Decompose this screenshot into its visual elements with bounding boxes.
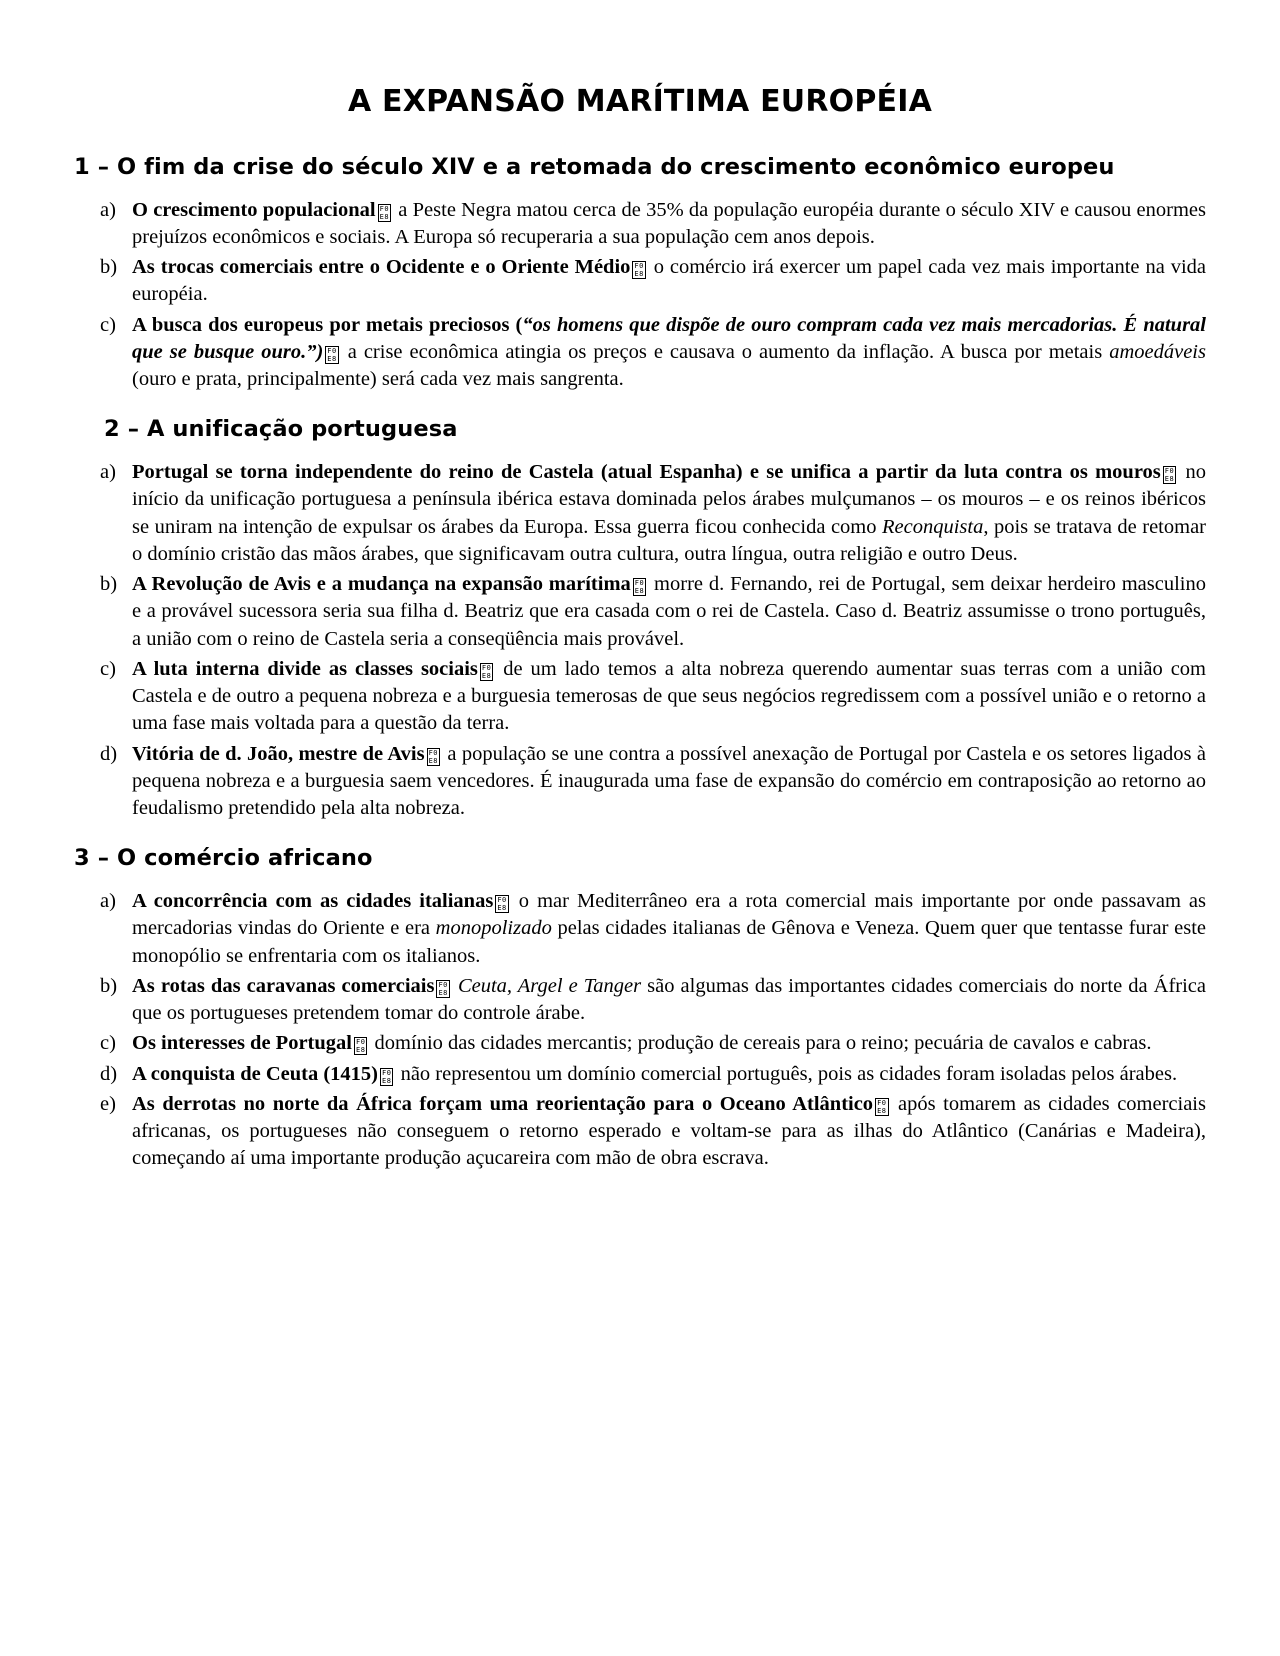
list-item bbox=[74, 1061, 1206, 1088]
wingding-glyph-icon bbox=[1163, 466, 1176, 484]
item-body-tail: (ouro e prata, principalmente) será cada vez mais sangrenta. bbox=[132, 368, 624, 391]
item-body-italic: amoedáveis bbox=[1109, 340, 1206, 363]
wingding-glyph-icon bbox=[380, 1068, 393, 1086]
list-item bbox=[74, 571, 1206, 653]
wingding-glyph-icon bbox=[354, 1037, 367, 1055]
item-body: após tomarem as cidades comerciais africanas, os portugueses não conseguem o retorno esperado e voltam-se para as ilhas do Atlântico (Canárias e Madeira), começando aí uma importante produção açucareira com mão de obra escrava. bbox=[132, 1092, 1206, 1170]
list-item bbox=[74, 254, 1206, 309]
item-body: a população se une contra a possível anexação de Portugal por Castela e os setores ligados à pequena nobreza e a burguesia saem vencedores. É inaugurada uma fase de expansão do comércio em contraposição ao retorno ao feudalismo pretendido pela alta nobreza. bbox=[132, 742, 1206, 820]
section-2-list bbox=[74, 459, 1206, 822]
glyph-bottom: E8 bbox=[481, 671, 492, 680]
glyph-bottom: E8 bbox=[327, 354, 337, 363]
list-marker: c) bbox=[100, 1032, 116, 1055]
glyph-top: F0 bbox=[634, 262, 644, 271]
list-item bbox=[74, 1091, 1206, 1173]
item-lead: A concorrência com as cidades italianas bbox=[132, 890, 494, 913]
list-item bbox=[74, 656, 1206, 738]
glyph-top: F0 bbox=[1164, 467, 1175, 476]
item-body-tail: são algumas das importantes cidades comerciais do norte da África que os portugueses pretendem tomar do controle árabe. bbox=[132, 974, 1206, 1025]
item-lead: Os interesses de Portugal bbox=[132, 1032, 352, 1055]
item-body: o mar Mediterrâneo era a rota comercial mais importante por onde passavam as mercadorias vindas do Oriente e era bbox=[132, 890, 1206, 940]
glyph-bottom: E8 bbox=[877, 1106, 887, 1115]
list-marker: a) bbox=[100, 461, 116, 484]
list-item bbox=[74, 973, 1206, 1028]
glyph-bottom: E8 bbox=[355, 1046, 366, 1055]
item-lead: O crescimento populacional bbox=[132, 198, 376, 221]
list-item bbox=[74, 459, 1206, 568]
list-marker: a) bbox=[100, 198, 116, 221]
list-marker: d) bbox=[100, 742, 118, 765]
glyph-top: F0 bbox=[355, 1038, 366, 1047]
list-marker: e) bbox=[100, 1092, 116, 1115]
wingding-glyph-icon bbox=[632, 261, 645, 279]
glyph-bottom: E8 bbox=[634, 270, 644, 279]
wingding-glyph-icon bbox=[378, 204, 391, 222]
section-heading-1: 1 – O fim da crise do século XIV e a retomada do crescimento econômico europeu bbox=[74, 154, 1115, 180]
item-body: de um lado temos a alta nobreza querendo aumentar suas terras com a união com Castela e de outro a pequena nobreza e a burguesia temerosas de que seus negócios regredissem com a possível união e o retorno a uma fase mais voltada para a questão da terra. bbox=[132, 657, 1206, 735]
wingding-glyph-icon bbox=[495, 895, 508, 913]
item-lead: A Revolução de Avis e a mudança na expansão marítima bbox=[132, 573, 631, 596]
item-body-italic: Reconquista bbox=[881, 515, 984, 538]
wingding-glyph-icon bbox=[436, 980, 449, 998]
item-lead: Portugal se torna independente do reino de Castela (atual Espanha) e se unifica a partir da luta contra os mouros bbox=[132, 461, 1161, 484]
list-marker: a) bbox=[100, 890, 116, 913]
item-lead: As rotas das caravanas comerciais bbox=[132, 974, 435, 997]
section-3-list bbox=[74, 888, 1206, 1173]
glyph-bottom: E8 bbox=[1164, 475, 1175, 484]
list-item bbox=[74, 1030, 1206, 1057]
list-marker: d) bbox=[100, 1062, 118, 1085]
item-lead-italic: “os homens que dispõe de ouro compram cada vez mais mercadorias. É natural que se busque ouro.”) bbox=[132, 313, 1206, 363]
item-lead: As trocas comerciais entre o Ocidente e o Oriente Médio bbox=[132, 256, 631, 279]
glyph-top: F0 bbox=[327, 346, 337, 355]
item-body: a crise econômica atingia os preços e causava o aumento da inflação. A busca por metais bbox=[340, 340, 1110, 363]
list-item bbox=[74, 197, 1206, 252]
wingding-glyph-icon bbox=[427, 748, 440, 766]
item-lead: Vitória de d. João, mestre de Avis bbox=[132, 742, 425, 765]
page-title: A EXPANSÃO MARÍTIMA EUROPÉIA bbox=[347, 84, 932, 119]
item-body-italic: monopolizado bbox=[435, 917, 552, 940]
glyph-top: F0 bbox=[481, 663, 492, 672]
item-body: o comércio irá exercer um papel cada vez mais importante na vida européia. bbox=[132, 256, 1207, 306]
item-body: no início da unificação portuguesa a península ibérica estava dominada pelos árabes mulçumanos – os mouros – e os reinos ibéricos se uniram na intenção de expulsar os árabes da Europa. Essa guerra ficou conhecida como bbox=[132, 461, 1207, 538]
wingding-glyph-icon bbox=[633, 578, 646, 596]
glyph-bottom: E8 bbox=[382, 1076, 392, 1085]
list-marker: b) bbox=[100, 573, 118, 596]
section-1-list bbox=[74, 197, 1206, 394]
section-heading-3: 3 – O comércio africano bbox=[74, 845, 373, 872]
wingding-glyph-icon bbox=[875, 1098, 888, 1116]
item-body: domínio das cidades mercantis; produção de cereais para o reino; pecuária de cavalos e cabras. bbox=[369, 1032, 1152, 1055]
list-marker: c) bbox=[100, 657, 116, 680]
glyph-bottom: E8 bbox=[497, 904, 507, 913]
glyph-bottom: E8 bbox=[379, 212, 390, 221]
glyph-top: F0 bbox=[438, 980, 448, 989]
glyph-top: F0 bbox=[428, 748, 439, 757]
list-item bbox=[74, 741, 1206, 823]
glyph-bottom: E8 bbox=[438, 988, 448, 997]
item-lead: As derrotas no norte da África forçam uma reorientação para o Oceano Atlântico bbox=[132, 1092, 874, 1115]
glyph-top: F0 bbox=[382, 1068, 392, 1077]
glyph-top: F0 bbox=[497, 896, 507, 905]
glyph-bottom: E8 bbox=[428, 756, 439, 765]
list-item bbox=[74, 312, 1206, 394]
list-item bbox=[74, 888, 1206, 970]
item-lead: A conquista de Ceuta (1415) bbox=[132, 1062, 379, 1085]
item-body-italic: Ceuta, Argel e Tanger bbox=[457, 974, 642, 997]
glyph-bottom: E8 bbox=[634, 587, 645, 596]
item-lead: A busca dos europeus por metais preciosos ( bbox=[132, 313, 523, 336]
section-heading-2: 2 – A unificação portuguesa bbox=[104, 416, 458, 443]
wingding-glyph-icon bbox=[480, 663, 493, 681]
wingding-glyph-icon bbox=[325, 346, 338, 364]
item-body-tail: pelas cidades italianas de Gênova e Veneza. Quem quer que tentasse furar este monopólio se enfrentaria com os italianos. bbox=[132, 917, 1206, 967]
glyph-top: F0 bbox=[877, 1098, 887, 1107]
item-body: morre d. Fernando, rei de Portugal, sem deixar herdeiro masculino e a provável sucessora seria sua filha d. Beatriz que era casada com o rei de Castela. Caso d. Beatriz assumisse o trono português, a união com o reino de Castela seria a conseqüência mais provável. bbox=[132, 573, 1206, 650]
item-lead: A luta interna divide as classes sociais bbox=[132, 657, 478, 680]
item-body: a Peste Negra matou cerca de 35% da população européia durante o século XIV e causou enormes prejuízos econômicos e sociais. A Europa só recuperaria a sua população cem anos depois. bbox=[132, 198, 1206, 248]
list-marker: b) bbox=[100, 256, 118, 279]
list-marker: c) bbox=[100, 313, 116, 336]
glyph-top: F0 bbox=[379, 204, 390, 213]
glyph-top: F0 bbox=[634, 579, 645, 588]
item-body: não representou um domínio comercial português, pois as cidades foram isoladas pelos árabes. bbox=[395, 1062, 1178, 1085]
item-body-tail: , pois se tratava de retomar o domínio cristão das mãos árabes, que significavam outra cultura, outra língua, outra religião e outro Deus. bbox=[132, 515, 1206, 565]
list-marker: b) bbox=[100, 974, 118, 997]
